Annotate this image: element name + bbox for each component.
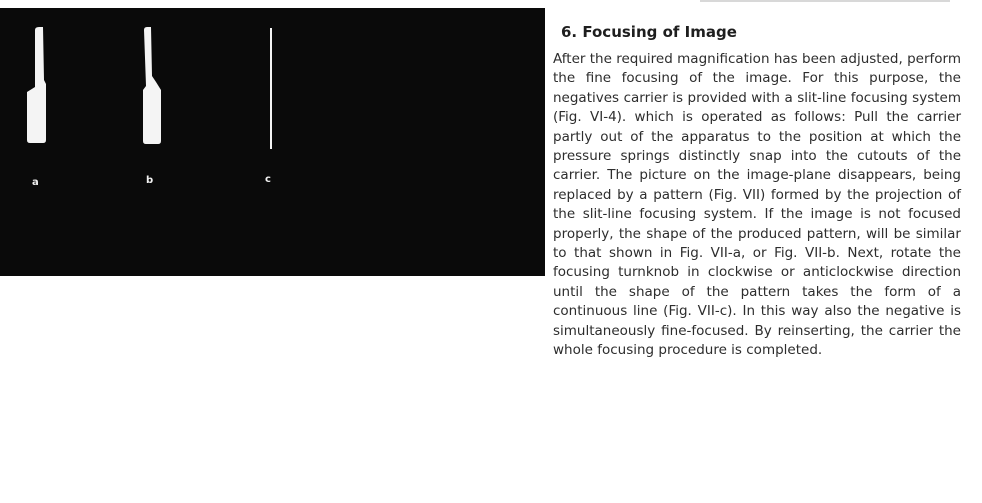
figure-label-b: b (146, 175, 154, 186)
focusing-pattern-figure (0, 8, 545, 276)
pattern-a-shape (27, 27, 46, 143)
section-title: 6. Focusing of Image (561, 23, 737, 41)
focusing-pattern-illustration (0, 8, 545, 276)
pattern-c-line (270, 28, 272, 149)
section-body: After the required magnification has been adjusted, perform the fine focusing of the image. For this purpose, the negatives carrier is provided with a slit-line focusing system (Fig. VI-4). which is operated as follows: Pull the carrier partly out of the apparatus to the position at which the pressure springs distinctly snap into the cutouts of the carrier. The picture on the image-plane disappears, being replaced by a pattern (Fig. VII) formed by the projection of the slit-line focusing system. If the image is not focused properly, the shape of the produced pattern, will be similar to that shown in Fig. VII-a, or Fig. VII-b. Next, rotate the focusing turnknob in clockwise or anticlockwise direction until the shape of the pattern takes the form of a continuous line (Fig. VII-c). In this way also the negative is simultaneously fine-focused. By reinserting, the carrier the whole focusing procedure is completed. (553, 51, 961, 359)
page-top-edge (700, 0, 950, 2)
pattern-b-shape (143, 27, 161, 144)
figure-label-c: c (265, 174, 271, 185)
figure-label-a: a (32, 177, 39, 188)
text-column (553, 22, 961, 361)
